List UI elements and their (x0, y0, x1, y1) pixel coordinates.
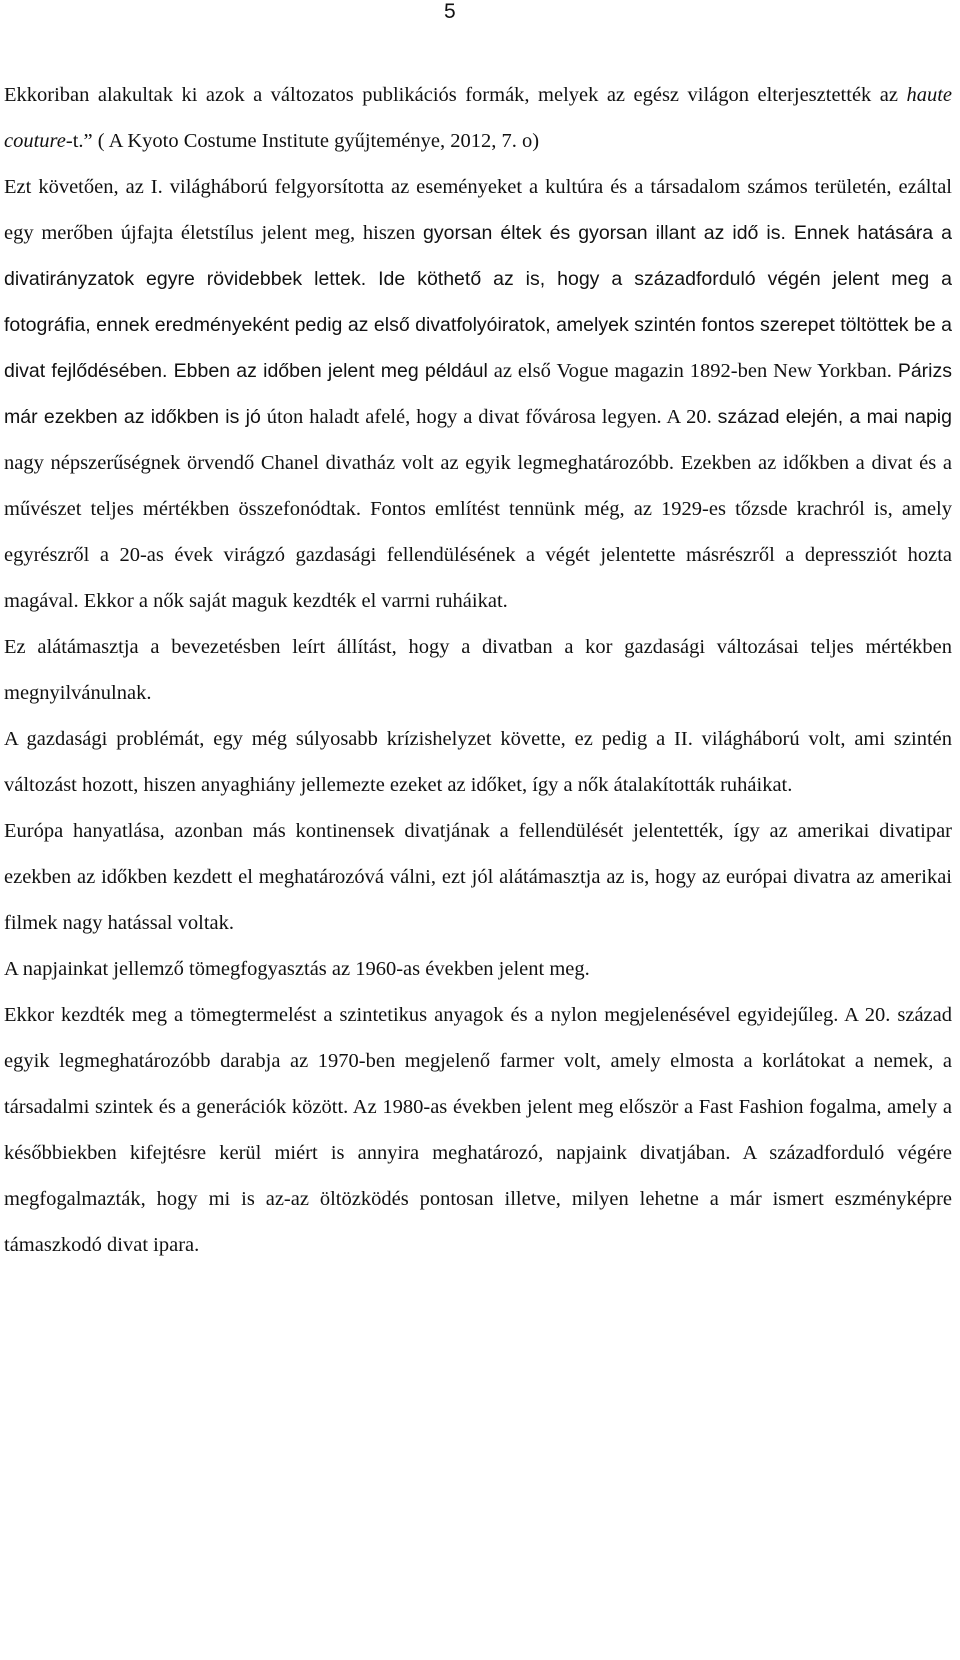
paragraph-2-sans-1: gyorsan éltek és gyorsan illant az idő is. Ennek hatására a divatirányzatok egyre rövidebbek lettek. Ide köthető az is, hogy a századforduló végén jelent meg a fotográfia, ennek eredményeként pedig az első divatfolyóiratok, amelyek szintén fontos szerepet töltöttek be a divat fejlődésében. Ebben az időben jelent meg például (4, 222, 952, 382)
paragraph-2 (4, 164, 952, 624)
paragraph-3: Ez alátámasztja a bevezetésben leírt állítást, hogy a divatban a kor gazdasági változásai teljes mértékben megnyilvánulnak. (4, 636, 952, 704)
paragraph-2-sans-3: század elején, a mai napig (717, 406, 952, 428)
paragraph-6: A napjainkat jellemző tömegfogyasztás az 1960-as években jelent meg. (4, 958, 590, 980)
paragraph-7: Ekkor kezdték meg a tömegtermelést a szintetikus anyagok és a nylon megjelenésével egyidejűleg. A 20. század egyik legmeghatározóbb darabja az 1970-ben megjelenő farmer volt, amely elmosta a korlátokat a nemek, a társadalmi szintek és a generációk között. Az 1980-as években jelent meg először a Fast Fashion fogalma, amely a későbbiekben kifejtésre kerül miért is annyira meghatározó, napjaink divatjában. A századforduló végére megfogalmazták, hogy mi is az-az öltözködés pontosan illetve, milyen lehetne a már ismert eszményképre támaszkodó divat ipara. (4, 1004, 952, 1256)
paragraph-2-serif-3: nagy népszerűségnek örvendő Chanel divatház volt az egyik legmeghatározóbb. Ezekben az időkben a divat és a művészet teljes mértékben összefonódtak. Fontos említést tennünk még, az 1929-es tőzsde krachról is, amely egyrészről a 20-as évek virágzó gazdasági fellendülésének a végét jelentette másrészről a depressziót hozta magával. Ekkor a nők saját maguk kezdték el varrni ruháikat. (4, 452, 952, 612)
document-body (4, 72, 952, 1268)
paragraph-2-serif-2: úton haladt afelé, hogy a divat fővárosa legyen. A 20. (260, 406, 718, 428)
paragraph-2-serif-1: az első Vogue magazin 1892-ben New Yorkban. (487, 360, 898, 382)
paragraph-1 (4, 72, 952, 164)
paragraph-5: Európa hanyatlása, azonban más kontinensek divatjának a fellendülését jelentették, így az amerikai divatipar ezekben az időkben kezdett el meghatározóvá válni, ezt jól alátámasztja az is, hogy az európai divatra az amerikai filmek nagy hatással voltak. (4, 820, 952, 934)
paragraph-1-text-a: Ekkoriban alakultak ki azok a változatos publikációs formák, melyek az egész világon elterjesztették az (4, 84, 907, 106)
paragraph-4: A gazdasági problémát, egy még súlyosabb krízishelyzet követte, ez pedig a II. világháború volt, ami szintén változást hozott, hiszen anyaghiány jellemezte ezeket az időket, így a nők átalakították ruháikat. (4, 728, 952, 796)
paragraph-1-italic: haute couture (4, 84, 952, 152)
page-number: 5 (444, 0, 456, 23)
paragraph-2-text-a: Ezt követően, az I. világháború felgyorsította az eseményeket a kultúra és a társadalom számos területén, ezáltal egy merőben újfajta életstílus jelent meg, hiszen (4, 176, 952, 244)
paragraph-1-text-b: -t.” ( A Kyoto Costume Institute gyűjteménye, 2012, 7. o) (65, 130, 540, 152)
paragraph-2-sans-2: Párizs már ezekben az időkben is jó (4, 360, 952, 428)
